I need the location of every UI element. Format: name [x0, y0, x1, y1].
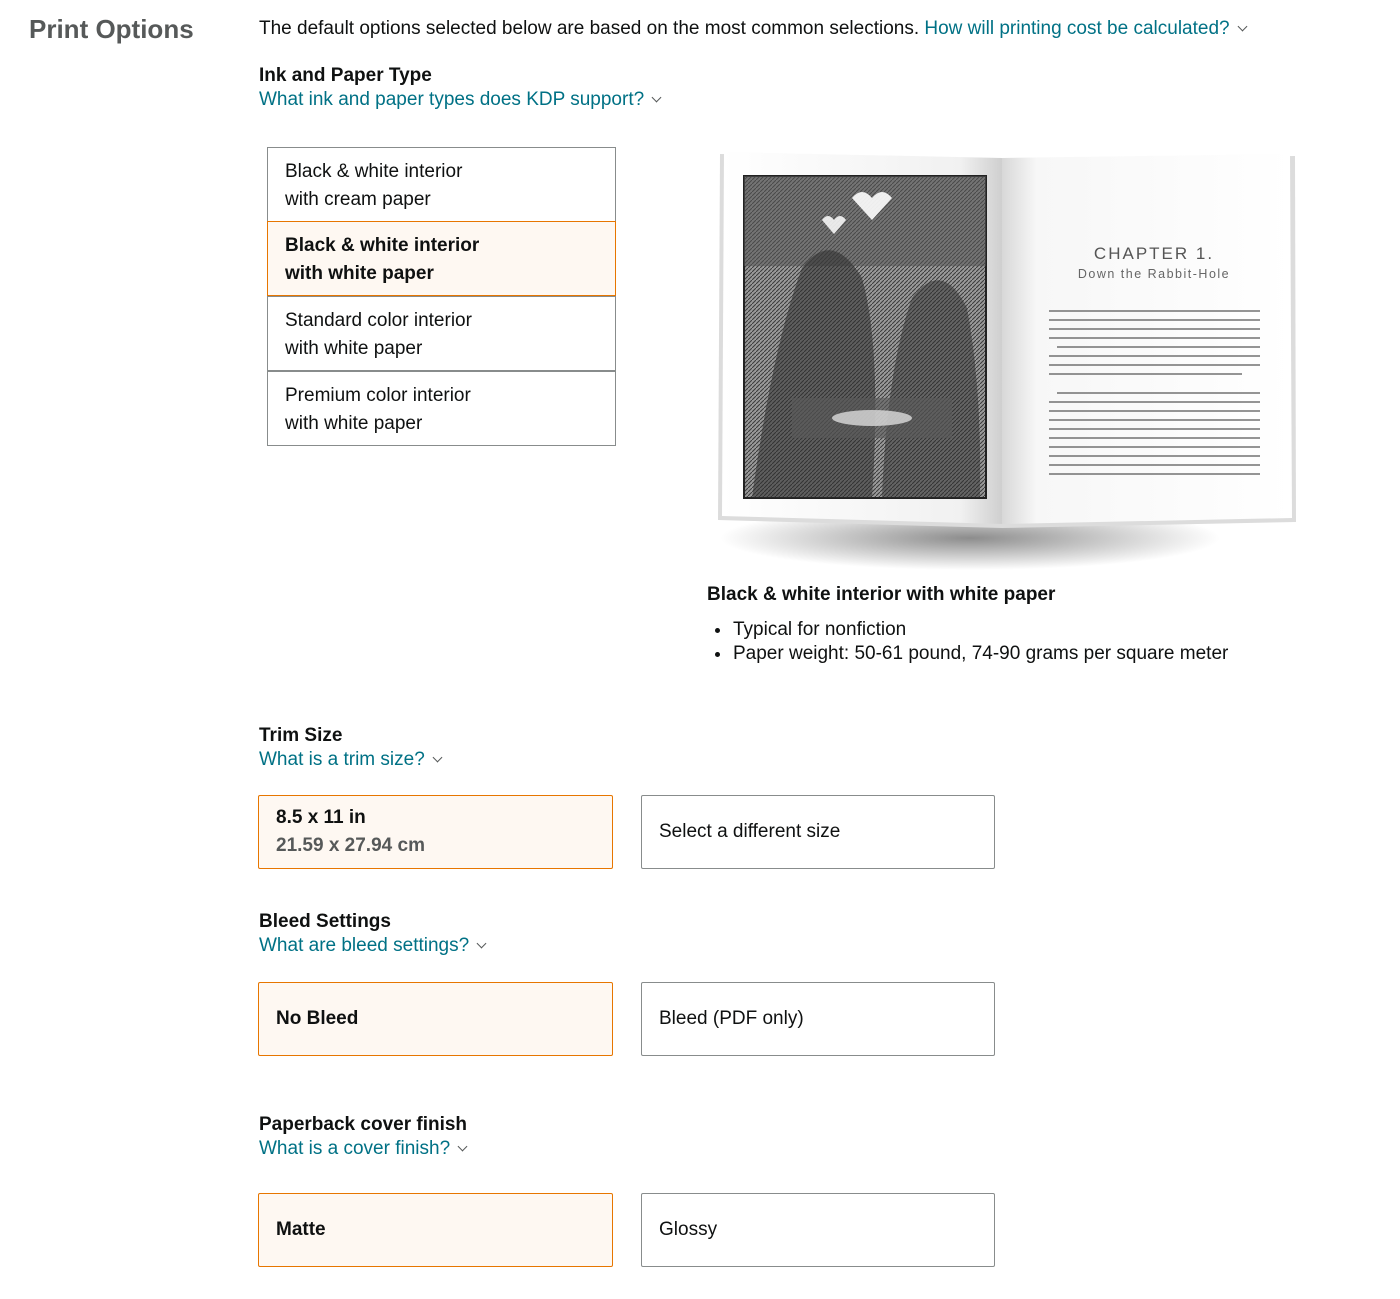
- trim-size-help-link[interactable]: What is a trim size?: [259, 749, 441, 771]
- cover-finish-help-link[interactable]: What is a cover finish?: [259, 1138, 466, 1160]
- chevron-down-icon: [652, 93, 662, 103]
- book-preview-image: [712, 148, 1300, 580]
- bleed-option-label: Bleed (PDF only): [659, 1008, 804, 1029]
- ink-option-bw-cream[interactable]: [267, 147, 616, 222]
- cover-finish-title: Paperback cover finish: [259, 1114, 468, 1135]
- ink-option-line2: with white paper: [285, 263, 434, 284]
- list-item: Typical for nonfiction: [733, 618, 1228, 642]
- bleed-settings-title: Bleed Settings: [259, 911, 391, 932]
- ink-paper-title: Ink and Paper Type: [259, 65, 432, 86]
- trim-size-title: Trim Size: [259, 725, 343, 746]
- ink-option-line1: Black & white interior: [285, 235, 480, 256]
- bleed-option-bleed-pdf[interactable]: [641, 982, 995, 1056]
- trim-option-selected[interactable]: [258, 795, 613, 869]
- ink-option-bw-white[interactable]: [267, 221, 616, 296]
- ink-option-line2: with white paper: [285, 413, 423, 434]
- ink-option-line1: Premium color interior: [285, 385, 471, 406]
- chevron-down-icon: [477, 939, 487, 949]
- intro-text: The default options selected below are based on the most common selections.: [259, 18, 920, 39]
- ink-option-line2: with cream paper: [285, 189, 431, 210]
- ink-option-premium-color[interactable]: [267, 371, 616, 446]
- page-title: Print Options: [29, 14, 194, 44]
- chapter-heading: CHAPTER 1.: [1093, 244, 1215, 263]
- select-different-size-button[interactable]: [641, 795, 995, 869]
- chevron-down-icon: [458, 1142, 468, 1152]
- cover-option-matte[interactable]: [258, 1193, 613, 1267]
- trim-size-inches: 8.5 x 11 in: [276, 807, 366, 828]
- trim-size-cm: 21.59 x 27.94 cm: [276, 835, 425, 856]
- list-item: Paper weight: 50-61 pound, 74-90 grams per square meter: [733, 643, 1229, 664]
- intro-line: [259, 18, 1246, 40]
- bleed-option-no-bleed[interactable]: [258, 982, 613, 1056]
- bleed-settings-help-link[interactable]: What are bleed settings?: [259, 935, 485, 957]
- ink-option-line1: Standard color interior: [285, 310, 472, 331]
- chevron-down-icon: [432, 753, 442, 763]
- ink-option-line1: Black & white interior: [285, 161, 463, 182]
- cover-option-glossy[interactable]: [641, 1193, 995, 1267]
- bleed-option-label: No Bleed: [276, 1008, 359, 1029]
- cover-option-label: Glossy: [659, 1219, 718, 1240]
- paper-description-title: Black & white interior with white paper: [707, 584, 1056, 605]
- select-different-size-label: Select a different size: [659, 821, 841, 842]
- chapter-subtitle: Down the Rabbit-Hole: [1077, 267, 1231, 281]
- chevron-down-icon: [1237, 22, 1247, 32]
- ink-option-standard-color[interactable]: [267, 296, 616, 371]
- ink-option-line2: with white paper: [285, 338, 423, 359]
- printing-cost-link[interactable]: How will printing cost be calculated?: [924, 18, 1245, 39]
- ink-paper-help-link[interactable]: What ink and paper types does KDP support?: [259, 89, 660, 111]
- paper-description-list: [733, 618, 1228, 666]
- cover-option-label: Matte: [276, 1219, 326, 1240]
